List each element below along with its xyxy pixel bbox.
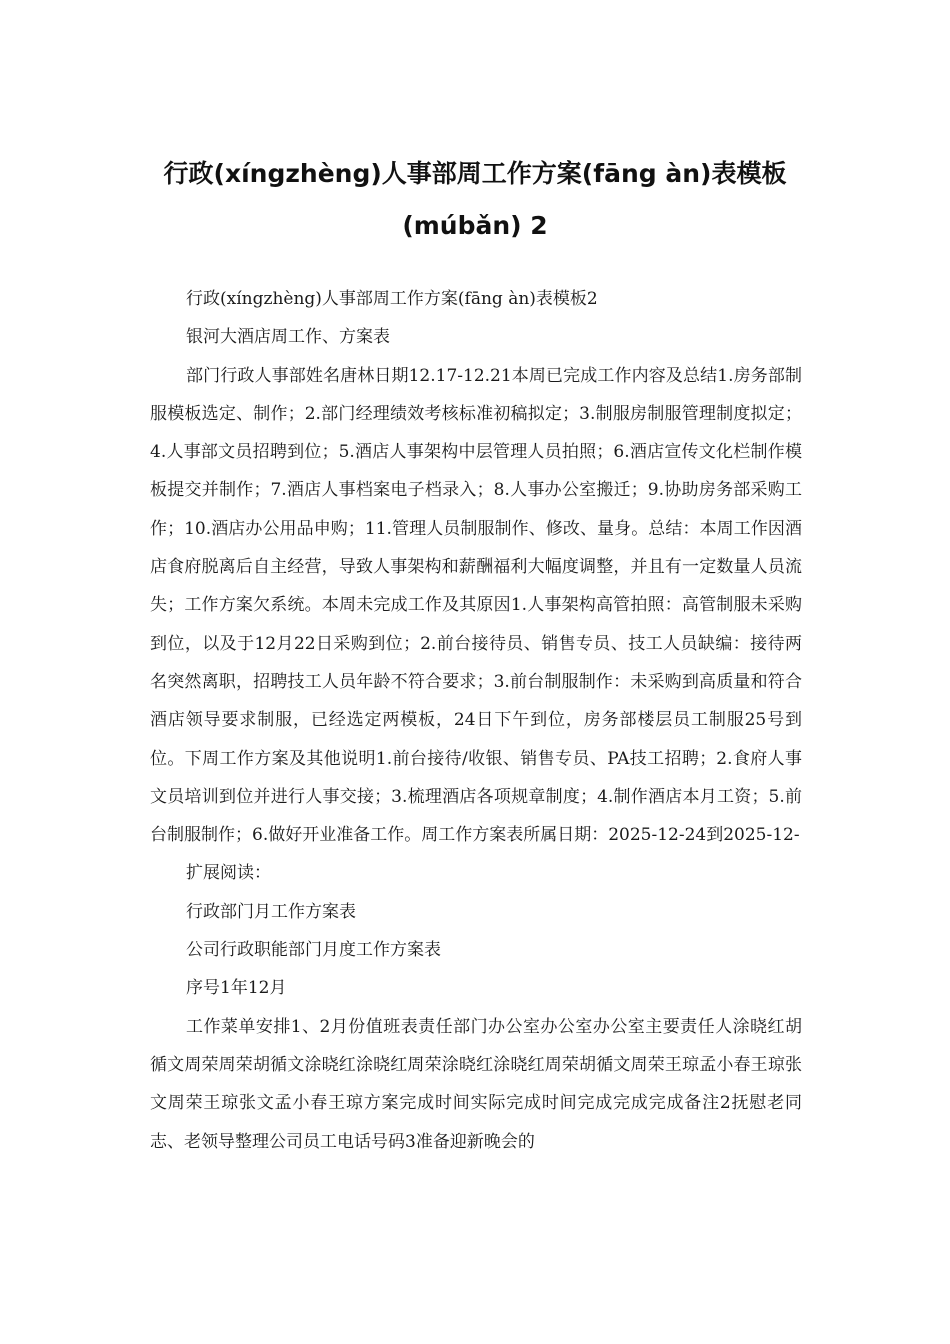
paragraph-work-menu: 工作菜单安排1、2月份值班表责任部门办公室办公室办公室主要责任人涂晓红胡循文周荣周荣胡循文涂晓红涂晓红周荣涂晓红涂晓红周荣胡循文周荣王琼孟小春王琼张文周荣王琼张文孟小春王琼方案完成时间实际完成时间完成完成完成备注2抚慰老同志、老领导整理公司员工电话号码3准备迎新晚会的 — [150, 1016, 802, 1152]
document-body — [150, 280, 802, 1161]
document-title — [150, 148, 800, 252]
paragraph-hotel-title: 银河大酒店周工作、方案表 — [186, 327, 390, 348]
paragraph-serial-number: 序号1年12月 — [186, 978, 287, 999]
paragraph-monthly-plan-title: 行政部门月工作方案表 — [186, 901, 356, 922]
paragraph-company-plan-title: 公司行政职能部门月度工作方案表 — [186, 940, 441, 961]
paragraph-subtitle: 行政(xíngzhèng)人事部周工作方案(fāng àn)表模板2 — [186, 289, 598, 309]
paragraph-extended-reading: 扩展阅读： — [186, 863, 271, 884]
title-line-2: (múbǎn) 2 — [402, 211, 548, 240]
paragraph-weekly-report: 部门行政人事部姓名唐林日期12.17-12.21本周已完成工作内容及总结1.房务部制服模板选定、制作；2.部门经理绩效考核标准初稿拟定；3.制服房制服管理制度拟定；4.人事部文员招聘到位；5.酒店人事架构中层管理人员拍照；6.酒店宣传文化栏制作模板提交并制作；7.酒店人事档案电子档录入；8.人事办公室搬迁；9.协助房务部采购工作；10.酒店办公用品申购；11.管理人员制服制作、修改、量身。总结：本周工作因酒店食府脱离后自主经营，导致人事架构和薪酬福利大幅度调整，并且有一定数量人员流失；工作方案欠系统。本周未完成工作及其原因1.人事架构高管拍照：高管制服未采购到位，以及于12月22日采购到位；2.前台接待员、销售专员、技工人员缺编：接待两名突然离职，招聘技工人员年龄不符合要求；3.前台制服制作：未采购到高质量和符合酒店领导要求制服，已经选定两模板，24日下午到位，房务部楼层员工制服25号到位。下周工作方案及其他说明1.前台接待/收银、销售专员、PA技工招聘；2.食府人事文员培训到位并进行人事交接；3.梳理酒店各项规章制度；4.制作酒店本月工资；5.前台制服制作；6.做好开业准备工作。周工作方案表所属日期：2025-12-24到2025-12- — [150, 365, 802, 846]
title-line-1: 行政(xíngzhèng)人事部周工作方案(fāng àn)表模板 — [163, 159, 787, 188]
